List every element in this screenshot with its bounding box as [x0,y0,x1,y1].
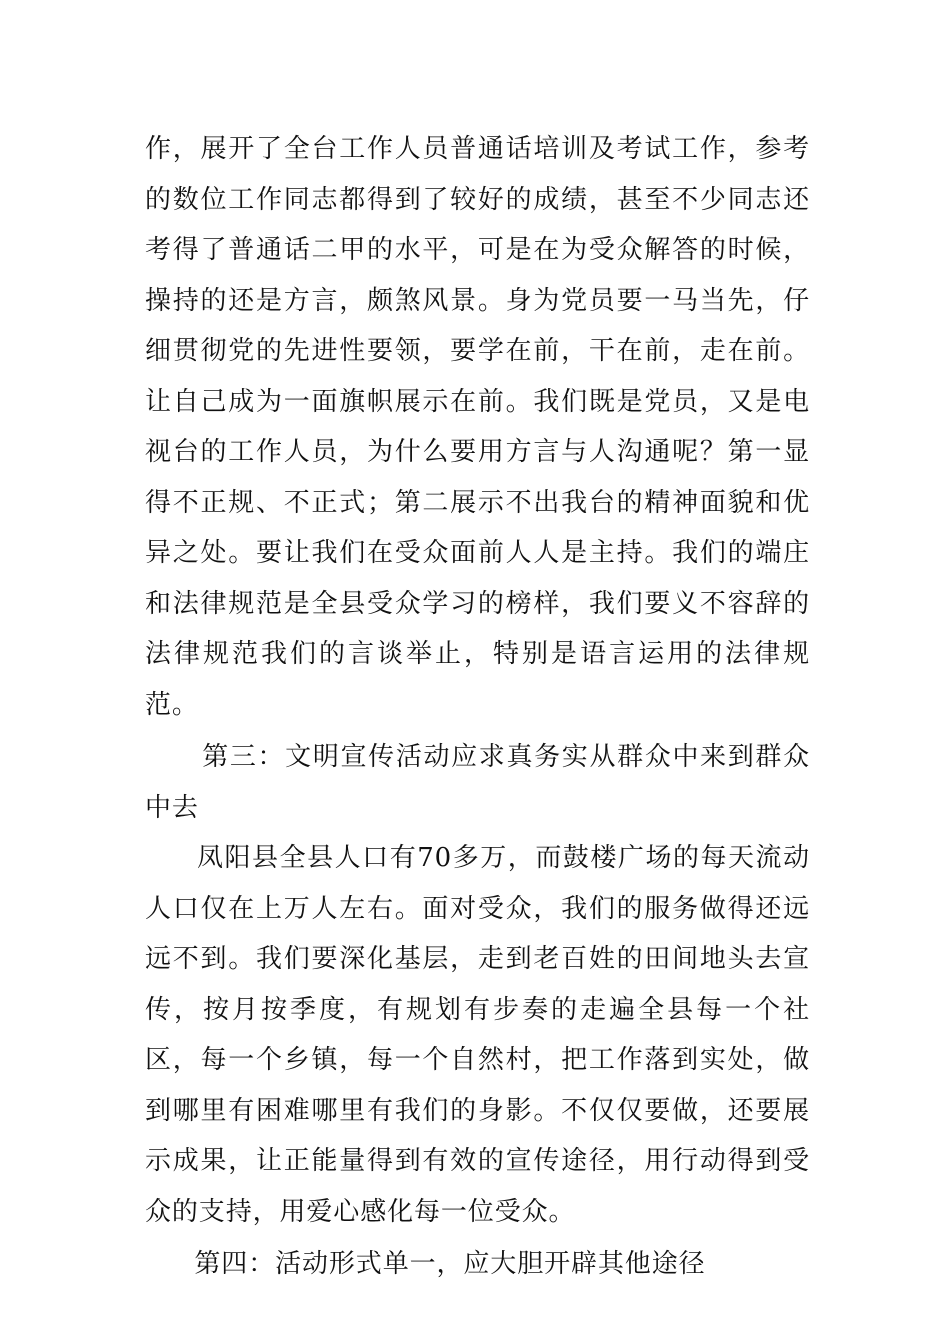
paragraph-fengyang: 凤阳县全县人口有70多万，而鼓楼广场的每天流动人口仅在上万人左右。面对受众，我们的服务做得还远远不到。我们要深化基层，走到老百姓的田间地头去宣传，按月按季度，有规划有步奏的走遍全县每一个社区，每一个乡镇，每一个自然村，把工作落到实处，做到哪里有困难哪里有我们的身影。不仅仅要做，还要展示成果，让正能量得到有效的宣传途径，用行动得到受众的支持，用爱心感化每一位受众。 [145,843,810,1227]
section-heading-four: 第四：活动形式单一，应大胆开辟其他途径 [194,1249,706,1279]
document-body [145,124,810,1290]
section-heading-three: 第三：文明宣传活动应求真务实从群众中来到群众中去 [145,742,810,823]
paragraph-continuation: 作，展开了全台工作人员普通话培训及考试工作，参考的数位工作同志都得到了较好的成绩，甚至不少同志还考得了普通话二甲的水平，可是在为受众解答的时候，操持的还是方言，颇煞风景。身为党员要一马当先，仔细贯彻党的先进性要领，要学在前，干在前，走在前。让自己成为一面旗帜展示在前。我们既是党员，又是电视台的工作人员，为什么要用方言与人沟通呢？第一显得不正规、不正式；第二展示不出我台的精神面貌和优异之处。要让我们在受众面前人人是主持。我们的端庄和法律规范是全县受众学习的榜样，我们要义不容辞的法律规范我们的言谈举止，特别是语言运用的法律规范。 [145,134,810,720]
